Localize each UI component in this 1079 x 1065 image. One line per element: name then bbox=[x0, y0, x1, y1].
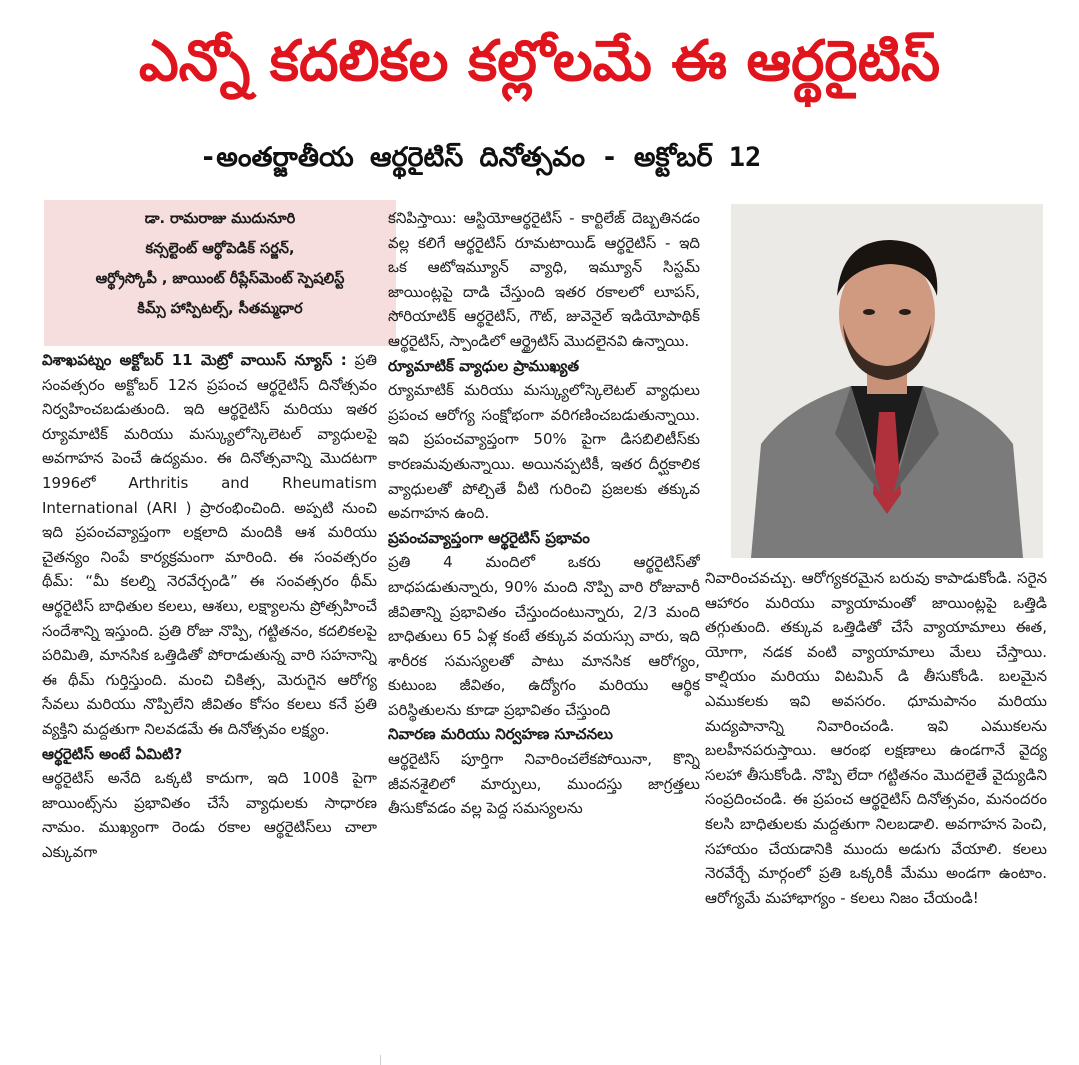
divider bbox=[380, 1055, 381, 1065]
author-specialty: ఆర్థ్రోస్కోపీ , జాయింట్ రీప్లేస్‌మెంట్ స్పెషలిస్ట్ bbox=[95, 271, 345, 287]
headline: ఎన్నో కదలికల కల్లోలమే ఈ ఆర్థరైటిస్ bbox=[138, 29, 941, 94]
author-box bbox=[44, 200, 396, 346]
lead-paragraph bbox=[42, 348, 377, 742]
doctor-portrait-icon bbox=[731, 204, 1043, 558]
author-title: కన్సల్టెంట్ ఆర్థోపెడిక్ సర్జన్, bbox=[145, 241, 295, 257]
author-name: డా. రామరాజు ముదునూరి bbox=[144, 211, 296, 227]
article-column-2 bbox=[388, 206, 700, 1064]
paragraph: ర్యూమాటిక్ మరియు మస్క్యులోస్కెలెటల్ వ్యాధులు ప్రపంచ ఆరోగ్య సంక్షోభంగా వరిగణించబడుతున్నాయి. ఇవి ప్రపంచవ్యాప్తంగా 50% పైగా డిసబిలిటీస్‌కు కారణమవుతున్నాయి. అయినప్పటికీ, ఇతర దీర్ఘకాలిక వ్యాధులతో పోల్చితే వీటి గురించి ప్రజలకు తక్కువ అవగాహన ఉంది. bbox=[388, 381, 700, 523]
paragraph: ప్రతి 4 మందిలో ఒకరు ఆర్థరైటిస్‌తో బాధపడుతున్నారు, 90% మంది నొప్పి వారి రోజువారీ జీవితాన్ని ప్రభావితం చేస్తుందంటున్నారు, 2/3 మంది బాధితులు 65 ఏళ్ల కంటే తక్కువ వయస్సు వారు, ఇది శారీరక సమస్యలతో పాటు మానసిక ఆరోగ్యం, కుటుంబ జీవితం, ఉద్యోగం మరియు ఆర్థిక పరిస్థితులను కూడా ప్రభావితం చేస్తుంది bbox=[388, 553, 700, 719]
section-heading: ప్రపంచవ్యాప్తంగా ఆర్థరైటిస్ ప్రభావం bbox=[388, 528, 590, 547]
dateline: విశాఖపట్నం అక్టోబర్ 11 మెట్రో వాయిస్ న్యూస్ : bbox=[42, 351, 347, 369]
article-column-3 bbox=[705, 566, 1047, 1064]
paragraph: నివారించవచ్చు. ఆరోగ్యకరమైన బరువు కాపాడుకోండి. సరైన ఆహారం మరియు వ్యాయామంతో జాయింట్లపై ఒత్తిడి తగ్గుతుంది. తక్కువ ఒత్తిడితో చేసే వ్యాయామాలు ఈత, యోగా, నడక వంటి వ్యాయామాలు మేలు చేస్తాయి. కాల్షియం మరియు విటమిన్ డి తీసుకోండి. బలమైన ఎముకలకు ఇవి అవసరం. ధూమపానం మరియు మద్యపానాన్ని నివారించండి. ఇవి ఎముకలను బలహీనపరుస్తాయి. ఆరంభ లక్షణాలు ఉండగానే వైద్య సలహా తీసుకోండి. నొప్పి లేదా గట్టితనం మొదలైతే వైద్యుడిని సంప్రదించండి. ఈ ప్రపంచ ఆర్థరైటిస్ దినోత్సవం, మనందరం కలసి బాధితులకు మద్దతుగా నిలబడాలి. అవగాహన పెంచి, సహాయం చేయడానికి ముందు అడుగు వేయాలి. కలలు నెరవేర్చే మార్గంలో ప్రతి ఒక్కరికీ మేము అండగా ఉంటాం. ఆరోగ్యమే మహాభాగ్యం - కలలు నిజం చేయండి! bbox=[705, 569, 1047, 907]
lead-text: ప్రతి సంవత్సరం అక్టోబర్ 12న ప్రపంచ ఆర్థరైటిస్ దినోత్సవం నిర్వహించబడుతుంది. ఇది ఆర్థరైటిస్ మరియు ఇతర ర్యూమాటిక్ మరియు మస్క్యులోస్కెలెటల్ వ్యాధులపై అవగాహన పెంచే ఉద్యమం. ఈ దినోత్సవాన్ని మొదటగా 1996లో Arthritis and Rheumatism International (ARI ) ప్రారంభించింది. అప్పటి నుంచి ఇది ప్రపంచవ్యాప్తంగా లక్షలాది మందికి ఆశ మరియు చైతన్యం నింపే కార్యక్రమంగా మారింది. ఈ సంవత్సరం థీమ్: “మీ కలల్ని నెరవేర్చండి” ఈ సంవత్సరం థీమ్ ఆర్థరైటిస్ బాధితుల కలలు, ఆశలు, లక్ష్యాలను ప్రోత్సహించే సందేశాన్ని ఇస్తుంది. ప్రతి రోజు నొప్పి, గట్టితనం, కదలికలపై పరిమితి, మానసిక ఒత్తిడితో పోరాడుతున్న వారి సహనాన్ని ఈ థీమ్ గుర్తిస్తుంది. మంచి చికిత్స, మెరుగైన ఆరోగ్య సేవలు మరియు నొప్పిలేని జీవితం కోసం కలలు కనే ప్రతి వ్యక్తిని మద్దతుగా నిలవడమే ఈ దినోత్సవం లక్ష్యం. bbox=[42, 351, 377, 738]
section-heading: ఆర్థరైటిస్ అంటే ఏమిటి? bbox=[42, 744, 183, 763]
section-heading: నివారణ మరియు నిర్వహణ సూచనలు bbox=[388, 725, 613, 744]
paragraph: కనిపిస్తాయి: ఆస్టియోఆర్థరైటిస్ - కార్టిలేజ్ దెబ్బతినడం వల్ల కలిగే ఆర్థరైటిస్ రూమటాయిడ్ ఆర్థరైటిస్ - ఇది ఒక ఆటోఇమ్యూన్ వ్యాధి, ఇమ్యూన్ సిస్టమ్ జాయింట్లపై దాడి చేస్తుంది ఇతర రకాలలో లూపస్, సోరియాటిక్ ఆర్థరైటిస్, గౌట్, జువెనైల్ ఇడియోపాథిక్ ఆర్థరైటిస్, స్పాండిలో ఆర్థ్రైటిస్ మొదలైనవి ఉన్నాయి. bbox=[388, 209, 700, 350]
author-hospital: కిమ్స్ హాస్పిటల్స్, సీతమ్మధార bbox=[137, 301, 303, 317]
article-column-1 bbox=[42, 348, 377, 1064]
subheadline: -అంతర్జాతీయ ఆర్థరైటిస్ దినోత్సవం - అక్టోబర్ 12 bbox=[200, 142, 762, 173]
paragraph: ఆర్థరైటిస్ అనేది ఒక్కటి కాదుగా, ఇది 100కి పైగా జాయింట్స్‌ను ప్రభావితం చేసే వ్యాధులకు సాధారణ నామం. ముఖ్యంగా రెండు రకాల ఆర్థరైటిస్‌లు చాలా ఎక్కువగా bbox=[42, 769, 377, 861]
section-heading: ర్యూమాటిక్ వ్యాధుల ప్రాముఖ్యత bbox=[388, 356, 580, 375]
paragraph: ఆర్థరైటిస్ పూర్తిగా నివారించలేకపోయినా, కొన్ని జీవనశైలిలో మార్పులు, ముందస్తు జాగ్రత్తలు తీసుకోవడం వల్ల పెద్ద సమస్యలను bbox=[388, 750, 700, 818]
author-photo bbox=[731, 204, 1043, 558]
